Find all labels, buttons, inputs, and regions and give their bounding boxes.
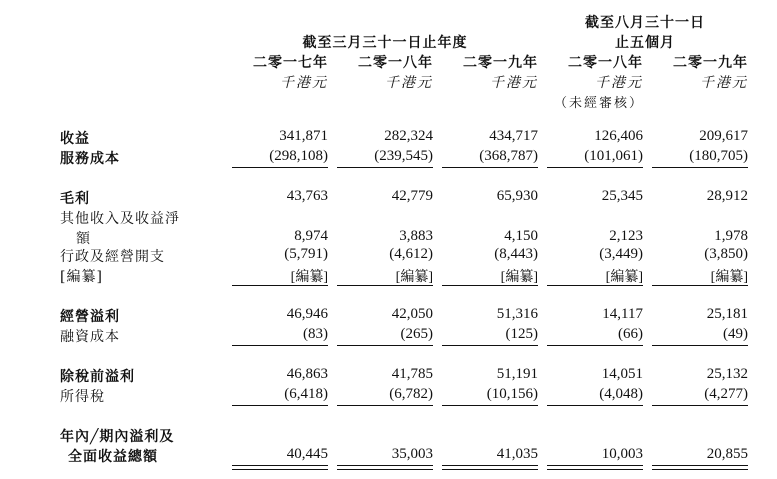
value-cell: (4,277): [704, 386, 748, 402]
value-cell: [編纂]: [605, 270, 643, 285]
unit-label-5: 千港元: [700, 75, 748, 91]
subtotal-rule: [442, 345, 538, 346]
row-label: 經營溢利: [60, 309, 120, 325]
value-cell: (83): [303, 326, 328, 342]
subtotal-rule: [232, 285, 328, 286]
subtotal-rule: [547, 405, 643, 406]
value-cell: (180,705): [689, 148, 748, 164]
value-cell: 28,912: [706, 188, 748, 204]
value-cell: (6,782): [389, 386, 433, 402]
period-full-year-header: 截至三月三十一日止年度: [302, 35, 468, 51]
value-cell: (265): [400, 326, 433, 342]
subtotal-rule: [652, 405, 748, 406]
value-cell: (125): [505, 326, 538, 342]
unit-label-4: 千港元: [595, 75, 643, 91]
unit-label-3: 千港元: [490, 75, 538, 91]
value-cell: (10,156): [486, 386, 538, 402]
value-cell: 14,051: [601, 366, 643, 382]
total-double-rule: [652, 465, 748, 470]
subtotal-rule: [442, 405, 538, 406]
value-cell: 434,717: [489, 128, 538, 144]
period-five-months-header-line1: 截至八月三十一日: [585, 15, 705, 31]
value-cell: 209,617: [699, 128, 748, 144]
period-five-months-header-line2: 止五個月: [615, 35, 675, 51]
value-cell: 2,123: [609, 228, 643, 244]
value-cell: (101,061): [584, 148, 643, 164]
subtotal-rule: [337, 405, 433, 406]
value-cell: 40,445: [286, 446, 328, 462]
subtotal-rule: [547, 345, 643, 346]
total-double-rule: [442, 465, 538, 470]
value-cell: [編纂]: [710, 270, 748, 285]
value-cell: 25,345: [601, 188, 643, 204]
subtotal-rule: [652, 167, 748, 168]
value-cell: (8,443): [494, 246, 538, 262]
subtotal-rule: [232, 345, 328, 346]
row-label: 收益: [60, 131, 90, 147]
value-cell: 42,779: [391, 188, 433, 204]
value-cell: [編纂]: [500, 270, 538, 285]
value-cell: 25,132: [706, 366, 748, 382]
subtotal-rule: [442, 285, 538, 286]
year-header-2: 二零一八年: [358, 55, 433, 71]
value-cell: 41,035: [496, 446, 538, 462]
value-cell: (6,418): [284, 386, 328, 402]
value-cell: (298,108): [269, 148, 328, 164]
value-cell: (66): [618, 326, 643, 342]
total-double-rule: [232, 465, 328, 470]
value-cell: 46,863: [286, 366, 328, 382]
subtotal-rule: [547, 285, 643, 286]
value-cell: 3,883: [399, 228, 433, 244]
total-double-rule: [547, 465, 643, 470]
year-header-4: 二零一八年: [568, 55, 643, 71]
row-label: [編纂]: [60, 269, 103, 285]
value-cell: (5,791): [284, 246, 328, 262]
year-header-5: 二零一九年: [673, 55, 748, 71]
value-cell: 8,974: [294, 228, 328, 244]
row-label-continued: 全面收益總額: [68, 449, 158, 465]
value-cell: (368,787): [479, 148, 538, 164]
row-label: 毛利: [60, 191, 90, 207]
value-cell: 282,324: [384, 128, 433, 144]
value-cell: 42,050: [391, 306, 433, 322]
total-double-rule: [337, 465, 433, 470]
row-label: 年內╱期內溢利及: [60, 429, 175, 445]
value-cell: 10,003: [601, 446, 643, 462]
unaudited-note: （未經審核）: [553, 96, 644, 111]
value-cell: (239,545): [374, 148, 433, 164]
value-cell: (49): [723, 326, 748, 342]
subtotal-rule: [547, 167, 643, 168]
subtotal-rule: [232, 405, 328, 406]
row-label: 除稅前溢利: [60, 369, 135, 385]
value-cell: 43,763: [286, 188, 328, 204]
unit-label-2: 千港元: [385, 75, 433, 91]
value-cell: (3,850): [704, 246, 748, 262]
value-cell: 4,150: [504, 228, 538, 244]
row-label: 所得稅: [60, 389, 105, 405]
value-cell: 25,181: [706, 306, 748, 322]
value-cell: (3,449): [599, 246, 643, 262]
value-cell: 51,191: [496, 366, 538, 382]
row-label: 融資成本: [60, 329, 120, 345]
value-cell: 46,946: [286, 306, 328, 322]
value-cell: 341,871: [279, 128, 328, 144]
year-header-1: 二零一七年: [253, 55, 328, 71]
subtotal-rule: [232, 167, 328, 168]
value-cell: 65,930: [496, 188, 538, 204]
year-header-3: 二零一九年: [463, 55, 538, 71]
subtotal-rule: [337, 285, 433, 286]
subtotal-rule: [337, 345, 433, 346]
value-cell: 51,316: [496, 306, 538, 322]
subtotal-rule: [337, 167, 433, 168]
row-label: 行政及經營開支: [60, 249, 165, 265]
subtotal-rule: [652, 285, 748, 286]
value-cell: 35,003: [391, 446, 433, 462]
value-cell: [編纂]: [395, 270, 433, 285]
value-cell: 14,117: [602, 306, 643, 322]
value-cell: 1,978: [714, 228, 748, 244]
value-cell: 20,855: [706, 446, 748, 462]
value-cell: 41,785: [391, 366, 433, 382]
subtotal-rule: [442, 167, 538, 168]
unit-label-1: 千港元: [280, 75, 328, 91]
value-cell: 126,406: [594, 128, 643, 144]
value-cell: (4,048): [599, 386, 643, 402]
value-cell: [編纂]: [290, 270, 328, 285]
subtotal-rule: [652, 345, 748, 346]
value-cell: (4,612): [389, 246, 433, 262]
row-label: 服務成本: [60, 151, 120, 167]
row-label-continued: 額: [76, 231, 91, 247]
row-label: 其他收入及收益淨: [60, 211, 180, 227]
